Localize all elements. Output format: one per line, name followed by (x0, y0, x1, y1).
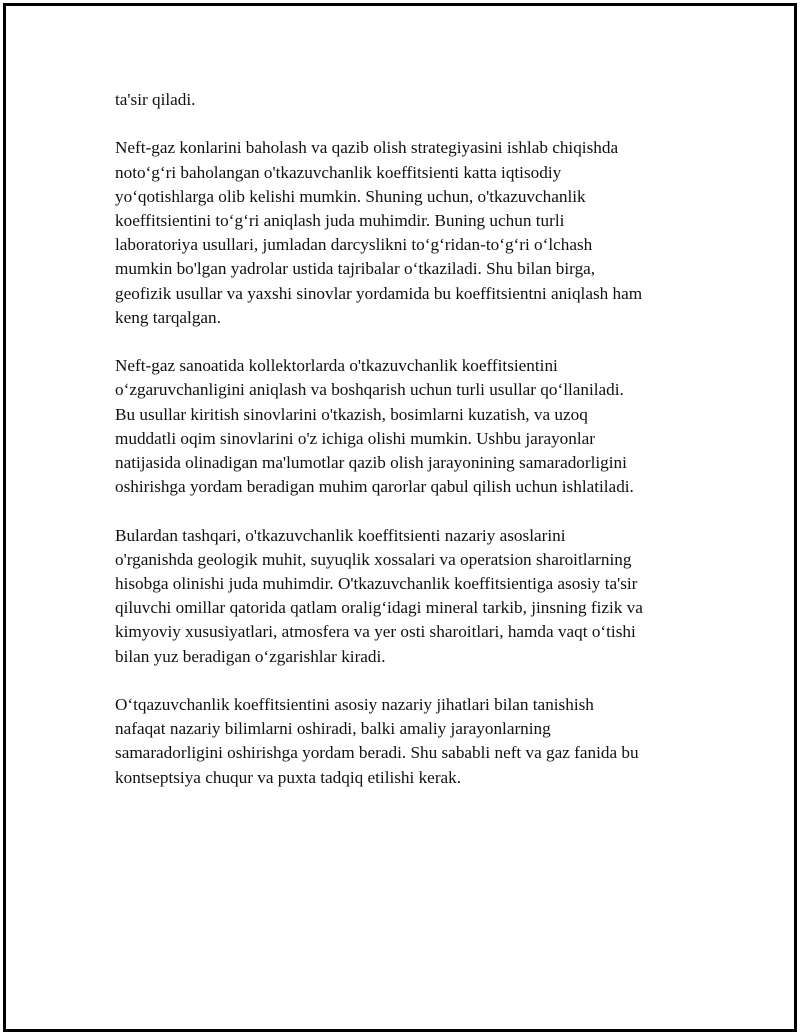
paragraph-5 (115, 693, 690, 790)
text-line: oshirishga yordam beradigan muhim qarorlar qabul qilish uchun ishlatiladi. (115, 477, 634, 497)
text-line: geofizik usullar va yaxshi sinovlar yordamida bu koeffitsientni aniqlash ham (115, 283, 643, 303)
text-line: qiluvchi omillar qatorida qatlam oralig‘idagi mineral tarkib, jinsning fizik va (115, 598, 643, 618)
text-line: mumkin bo'lgan yadrolar ustida tajribalar o‘tkaziladi. Shu bilan birga, (115, 259, 596, 279)
text-line: hisobga olinishi juda muhimdir. O'tkazuvchanlik koeffitsientiga asosiy ta'sir (115, 574, 638, 594)
text-line: o‘zgaruvchanligini aniqlash va boshqarish uchun turli usullar qo‘llaniladi. (115, 380, 624, 400)
text-line: o'rganishda geologik muhit, suyuqlik xossalari va operatsion sharoitlarning (115, 549, 632, 569)
text-line: bilan yuz beradigan o‘zgarishlar kiradi. (115, 646, 386, 666)
text-line: keng tarqalgan. (115, 307, 221, 327)
text-line: O‘tqazuvchanlik koeffitsientini asosiy nazariy jihatlari bilan tanishish (115, 695, 594, 715)
text-line: samaradorligini oshirishga yordam beradi. Shu sababli neft va gaz fanida bu (115, 743, 639, 763)
text-line: kimyoviy xususiyatlari, atmosfera va yer osti sharoitlari, hamda vaqt o‘tishi (115, 622, 636, 642)
text-line: muddatli oqim sinovlarini o'z ichiga olishi mumkin. Ushbu jarayonlar (115, 428, 595, 448)
text-line: noto‘g‘ri baholangan o'tkazuvchanlik koeffitsienti katta iqtisodiy (115, 162, 562, 182)
paragraph-4 (115, 524, 690, 669)
text-line: Bu usullar kiritish sinovlarini o'tkazish, bosimlarni kuzatish, va uzoq (115, 404, 588, 424)
text-line: laboratoriya usullari, jumladan darcyslikni to‘g‘ridan-to‘g‘ri o‘lchash (115, 235, 593, 255)
paragraph-1 (115, 88, 690, 112)
text-line: kontseptsiya chuqur va puxta tadqiq etilishi kerak. (115, 767, 462, 787)
paragraph-3 (115, 354, 690, 499)
document-body (115, 88, 690, 814)
text-line: Neft-gaz sanoatida kollektorlarda o'tkazuvchanlik koeffitsientini (115, 356, 558, 376)
text-line: natijasida olinadigan ma'lumotlar qazib olish jarayonining samaradorligini (115, 453, 627, 473)
text-line: nafaqat nazariy bilimlarni oshiradi, balki amaliy jarayonlarning (115, 719, 551, 739)
text-line: Bulardan tashqari, o'tkazuvchanlik koeffitsienti nazariy asoslarini (115, 525, 566, 545)
text-line: ta'sir qiladi. (115, 90, 196, 109)
text-line: yo‘qotishlarga olib kelishi mumkin. Shuning uchun, o'tkazuvchanlik (115, 186, 586, 206)
text-line: koeffitsientini to‘g‘ri aniqlash juda muhimdir. Buning uchun turli (115, 211, 565, 230)
paragraph-2 (115, 136, 690, 330)
text-line: Neft-gaz konlarini baholash va qazib olish strategiyasini ishlab chiqishda (115, 138, 619, 158)
